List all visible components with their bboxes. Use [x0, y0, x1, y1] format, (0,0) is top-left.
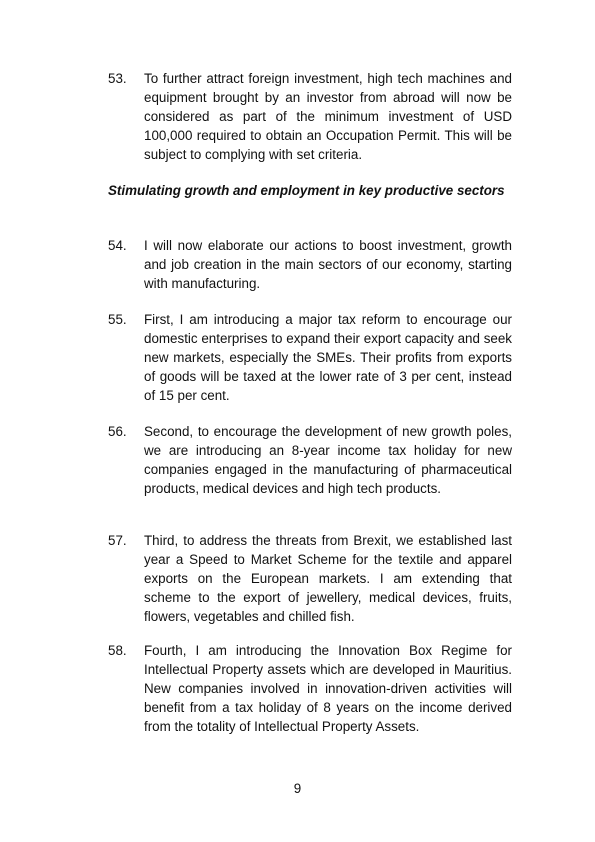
paragraph-number: 55. [108, 312, 127, 327]
paragraph-text: Fourth, I am introducing the Innovation Box Regime for Intellectual Property assets which are developed in Mauritius. New companies involved in innovation-driven activities will benefit from a tax holiday of 8 years on the income derived from the totality of Intellectual Property Assets. [144, 643, 512, 734]
paragraph-text: I will now elaborate our actions to boost investment, growth and job creation in the main sectors of our economy, starting with manufacturing. [144, 238, 512, 291]
section-heading: Stimulating growth and employment in key productive sectors [108, 183, 505, 198]
paragraph-text: Third, to address the threats from Brexit, we established last year a Speed to Market Scheme for the textile and apparel exports on the European markets. I am extending that scheme to the export of jewellery, medical devices, fruits, flowers, vegetables and chilled fish. [144, 533, 512, 624]
paragraph-56 [108, 423, 512, 499]
paragraph-58 [108, 642, 512, 737]
paragraph-number: 58. [108, 643, 127, 658]
page-number: 9 [293, 781, 302, 796]
paragraph-text: Second, to encourage the development of new growth poles, we are introducing an 8-year income tax holiday for new companies engaged in the manufacturing of pharmaceutical products, medical devices and high tech products. [144, 424, 512, 496]
paragraph-57 [108, 532, 512, 627]
paragraph-text: First, I am introducing a major tax reform to encourage our domestic enterprises to expand their export capacity and seek new markets, especially the SMEs. Their profits from exports of goods will be taxed at the lower rate of 3 per cent, instead of 15 per cent. [144, 312, 512, 403]
paragraph-54 [108, 237, 512, 294]
paragraph-53 [108, 70, 512, 165]
paragraph-55 [108, 311, 512, 406]
paragraph-number: 57. [108, 533, 127, 548]
paragraph-number: 53. [108, 71, 127, 86]
paragraph-number: 56. [108, 424, 127, 439]
paragraph-text: To further attract foreign investment, high tech machines and equipment brought by an investor from abroad will now be considered as part of the minimum investment of USD 100,000 required to obtain an Occupation Permit. This will be subject to complying with set criteria. [144, 71, 512, 162]
paragraph-number: 54. [108, 238, 127, 253]
